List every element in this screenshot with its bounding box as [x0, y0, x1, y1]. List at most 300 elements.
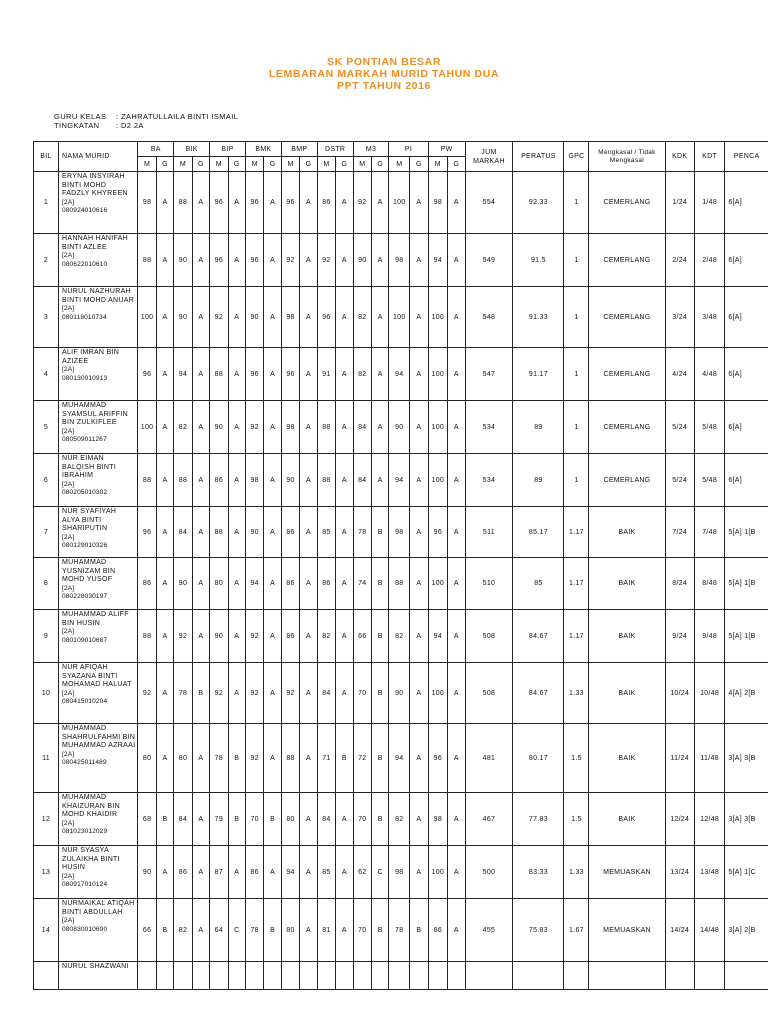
grade-cell: A [192, 899, 209, 962]
mark-cell: 70 [353, 899, 371, 962]
kdk-cell: 5/24 [665, 454, 694, 507]
status-cell: BAIK [589, 663, 665, 724]
grade-cell: A [300, 454, 317, 507]
mark-cell: 78 [174, 663, 192, 724]
penca-cell: 6[A] [725, 348, 768, 401]
grade-cell: A [156, 724, 173, 793]
mark-cell: 82 [174, 401, 192, 454]
student-id: 080118010734 [62, 313, 107, 321]
mark-cell: 90 [245, 507, 263, 558]
col-subject: PI [389, 142, 428, 157]
grade-cell: B [264, 899, 281, 962]
gpc-cell: 1.33 [564, 846, 589, 899]
col-gpc: GPC [564, 142, 589, 172]
student-name: MUHAMMAD YUSNIZAM BIN MOHD YUSOF [62, 559, 116, 584]
mark-cell: 90 [245, 287, 263, 348]
status-cell: BAIK [589, 610, 665, 663]
total-cell: 548 [465, 287, 513, 348]
grade-cell: A [192, 558, 209, 610]
total-cell: 481 [465, 724, 513, 793]
grade-cell: B [228, 724, 245, 793]
grade-cell: A [264, 507, 281, 558]
grade-cell: A [300, 663, 317, 724]
grade-cell: A [336, 846, 353, 899]
header-row-subjects [34, 142, 768, 157]
col-mark: M [174, 157, 192, 172]
grade-cell: A [336, 558, 353, 610]
sheet-title: LEMBARAN MARKAH MURID TAHUN DUA [268, 68, 500, 80]
student-name: NUR EIMAN BALQISH BINTI IBRAHIM [62, 455, 117, 480]
grade-cell: A [264, 401, 281, 454]
status-cell: CEMERLANG [589, 234, 665, 287]
col-jum: JUM MARKAH [465, 142, 513, 172]
student-class: [2A] [62, 305, 75, 313]
kdt-cell: 2/48 [694, 234, 724, 287]
mark-cell: 70 [245, 793, 263, 846]
grade-cell: A [300, 724, 317, 793]
status-cell: CEMERLANG [589, 348, 665, 401]
grade-cell: A [410, 234, 428, 287]
mark-cell: 90 [389, 401, 410, 454]
row-number: 13 [34, 846, 59, 899]
student-name: NURMAIKAL ATIQAH BINTI ABDULLAH [62, 900, 135, 916]
mark-cell: 100 [428, 558, 448, 610]
student-class: [2A] [62, 750, 75, 758]
grade-cell: A [192, 724, 209, 793]
grade-cell: A [264, 846, 281, 899]
student-cell [59, 962, 138, 990]
grade-cell: A [228, 610, 245, 663]
mark-cell: 84 [174, 793, 192, 846]
grade-cell: A [300, 507, 317, 558]
grade-cell: A [228, 172, 245, 234]
student-name: ALIF IMRAN BIN AZIZEE [62, 349, 120, 365]
status-cell: CEMERLANG [589, 454, 665, 507]
mark-cell: 90 [174, 234, 192, 287]
student-class: [2A] [62, 252, 75, 260]
grade-cell: A [156, 846, 173, 899]
total-cell: 554 [465, 172, 513, 234]
mark-cell: 70 [353, 663, 371, 724]
col-grade: G [372, 157, 389, 172]
percent-cell: 77.83 [513, 793, 564, 846]
mark-cell: 80 [138, 724, 156, 793]
mark-cell: 92 [245, 401, 263, 454]
grade-cell: B [372, 663, 389, 724]
mark-cell: 64 [210, 899, 228, 962]
grade-cell: A [264, 663, 281, 724]
student-cell [59, 558, 138, 610]
kdt-cell: 10/48 [694, 663, 724, 724]
mark-cell: 100 [428, 846, 448, 899]
student-cell [59, 172, 138, 234]
mark-cell: 96 [428, 507, 448, 558]
kdk-cell: 8/24 [665, 558, 694, 610]
grade-cell: A [192, 793, 209, 846]
mark-cell: 78 [245, 899, 263, 962]
percent-cell: 91.33 [513, 287, 564, 348]
mark-cell: 92 [210, 663, 228, 724]
grade-cell: A [192, 287, 209, 348]
grade-cell: A [228, 663, 245, 724]
col-subject: DSTR [317, 142, 353, 157]
row-number: 2 [34, 234, 59, 287]
mark-cell: 88 [317, 454, 335, 507]
table-row [34, 401, 768, 454]
mark-cell: 66 [138, 899, 156, 962]
mark-cell: 94 [389, 454, 410, 507]
grade-cell: A [300, 846, 317, 899]
student-cell [59, 610, 138, 663]
student-name: NUR SYAFIYAH ALYA BINTI SHARIPUTIN [62, 508, 117, 533]
gpc-cell [564, 962, 589, 990]
grade-cell: A [264, 454, 281, 507]
mark-cell: 90 [174, 287, 192, 348]
grade-cell: A [410, 663, 428, 724]
grade-cell: B [372, 724, 389, 793]
student-cell [59, 724, 138, 793]
grade-cell: A [228, 401, 245, 454]
table-row [34, 962, 768, 990]
grade-cell: B [228, 793, 245, 846]
gpc-cell: 1.17 [564, 507, 589, 558]
kdk-cell: 9/24 [665, 610, 694, 663]
grade-cell: A [410, 558, 428, 610]
grade-cell: A [228, 287, 245, 348]
percent-cell: 85.17 [513, 507, 564, 558]
penca-cell: 5[A] 1[B [725, 507, 768, 558]
mark-cell [389, 962, 410, 990]
grade-cell: A [448, 663, 465, 724]
grade-cell: A [156, 507, 173, 558]
mark-cell [353, 962, 371, 990]
mark-cell: 98 [389, 846, 410, 899]
grade-cell: A [300, 234, 317, 287]
kdt-cell: 7/48 [694, 507, 724, 558]
mark-cell: 98 [428, 172, 448, 234]
student-id: 080415010204 [62, 698, 108, 706]
grade-cell: A [372, 454, 389, 507]
mark-cell: 96 [428, 724, 448, 793]
student-class: [2A] [62, 533, 75, 541]
mark-cell: 100 [428, 663, 448, 724]
row-number: 9 [34, 610, 59, 663]
col-grade: G [156, 157, 173, 172]
mark-cell: 92 [138, 663, 156, 724]
teacher-label: GURU KELAS [54, 112, 107, 121]
mark-cell: 74 [353, 558, 371, 610]
mark-cell: 80 [174, 724, 192, 793]
grade-cell: B [372, 507, 389, 558]
table-row [34, 172, 768, 234]
mark-cell: 96 [138, 507, 156, 558]
grade-cell: A [192, 610, 209, 663]
status-cell: BAIK [589, 724, 665, 793]
mark-cell [174, 962, 192, 990]
mark-cell: 98 [245, 454, 263, 507]
mark-cell: 81 [317, 899, 335, 962]
row-number: 10 [34, 663, 59, 724]
table-row [34, 846, 768, 899]
marks-body [34, 172, 768, 990]
grade-cell: A [228, 507, 245, 558]
gpc-cell: 1 [564, 172, 589, 234]
grade-cell: A [448, 401, 465, 454]
gpc-cell: 1 [564, 287, 589, 348]
total-cell: 534 [465, 401, 513, 454]
col-grade: G [300, 157, 317, 172]
grade-cell [448, 962, 465, 990]
grade-cell: A [192, 348, 209, 401]
mark-cell: 100 [138, 287, 156, 348]
total-cell: 467 [465, 793, 513, 846]
table-row [34, 234, 768, 287]
mark-cell: 90 [389, 663, 410, 724]
student-id: 080228030197 [62, 593, 108, 601]
mark-cell: 100 [389, 172, 410, 234]
mark-cell: 100 [428, 401, 448, 454]
mark-cell: 96 [210, 172, 228, 234]
student-id: 080509011267 [62, 436, 107, 444]
student-cell [59, 287, 138, 348]
kdk-cell: 4/24 [665, 348, 694, 401]
kdt-cell: 9/48 [694, 610, 724, 663]
mark-cell: 84 [174, 507, 192, 558]
status-cell: BAIK [589, 793, 665, 846]
student-id: 080924010616 [62, 207, 108, 215]
grade-cell: A [228, 454, 245, 507]
mark-cell: 91 [317, 348, 335, 401]
student-class: [2A] [62, 480, 75, 488]
kdt-cell: 11/48 [694, 724, 724, 793]
mark-cell: 70 [353, 793, 371, 846]
penca-cell: 3[A] 2[B [725, 899, 768, 962]
row-number: 11 [34, 724, 59, 793]
grade-cell: A [448, 610, 465, 663]
mark-cell: 86 [281, 610, 299, 663]
grade-cell: B [372, 610, 389, 663]
row-number: 1 [34, 172, 59, 234]
grade-cell: A [228, 558, 245, 610]
table-row [34, 610, 768, 663]
grade-cell: A [156, 558, 173, 610]
grade-cell: A [372, 348, 389, 401]
grade-cell: A [264, 558, 281, 610]
grade-cell: A [410, 401, 428, 454]
mark-cell: 84 [353, 454, 371, 507]
row-number: 14 [34, 899, 59, 962]
grade-cell: A [448, 234, 465, 287]
status-cell: MEMUASKAN [589, 899, 665, 962]
student-cell [59, 846, 138, 899]
grade-cell: A [448, 454, 465, 507]
mark-cell: 82 [353, 348, 371, 401]
col-penca: PENCA [725, 142, 768, 172]
col-mark: M [389, 157, 410, 172]
grade-cell: A [156, 234, 173, 287]
penca-cell: 6[A] [725, 454, 768, 507]
mark-cell: 96 [245, 234, 263, 287]
grade-cell: A [448, 793, 465, 846]
kdt-cell: 12/48 [694, 793, 724, 846]
student-class: [2A] [62, 427, 75, 435]
mark-cell: 80 [210, 558, 228, 610]
mark-cell: 98 [389, 234, 410, 287]
grade-cell: A [336, 507, 353, 558]
mark-cell: 92 [281, 234, 299, 287]
mark-cell: 88 [174, 172, 192, 234]
gpc-cell: 1 [564, 234, 589, 287]
student-name: MUHAMMAD ALIFF BIN HUSIN [62, 611, 129, 627]
col-mark: M [428, 157, 448, 172]
exam-title: PPT TAHUN 2016 [337, 80, 431, 92]
mark-cell: 78 [389, 899, 410, 962]
grade-cell: A [410, 793, 428, 846]
percent-cell [513, 962, 564, 990]
col-mark: M [210, 157, 228, 172]
grade-cell: B [156, 899, 173, 962]
grade-cell: A [448, 507, 465, 558]
student-name: NUR SYASYA ZULAIKHA BINTI HUSIN [62, 847, 120, 872]
mark-cell: 88 [317, 401, 335, 454]
mark-cell: 84 [353, 401, 371, 454]
mark-cell: 85 [317, 846, 335, 899]
grade-cell: A [264, 610, 281, 663]
grade-cell: A [410, 172, 428, 234]
student-class: [2A] [62, 872, 75, 880]
grade-cell: A [410, 846, 428, 899]
mark-cell: 94 [428, 234, 448, 287]
student-class: [2A] [62, 584, 75, 592]
col-subject: M3 [353, 142, 389, 157]
grade-cell: A [300, 401, 317, 454]
row-number: 5 [34, 401, 59, 454]
mark-cell: 96 [245, 172, 263, 234]
grade-cell: A [264, 287, 281, 348]
student-id: 080917010124 [62, 881, 108, 889]
col-mark: M [281, 157, 299, 172]
gpc-cell: 1 [564, 348, 589, 401]
percent-cell: 80.17 [513, 724, 564, 793]
grade-cell: A [448, 846, 465, 899]
student-cell [59, 401, 138, 454]
mark-cell: 78 [353, 507, 371, 558]
student-cell [59, 899, 138, 962]
total-cell: 547 [465, 348, 513, 401]
grade-cell: A [372, 287, 389, 348]
row-number: 8 [34, 558, 59, 610]
mark-cell: 86 [245, 846, 263, 899]
student-name: MUHAMMAD SHAHRULFAHMI BIN MUHAMMAD AZRAAI [62, 725, 136, 750]
table-row [34, 558, 768, 610]
mark-cell: 86 [428, 899, 448, 962]
grade-cell: A [192, 507, 209, 558]
grade-cell: C [228, 899, 245, 962]
kdt-cell [694, 962, 724, 990]
grade-cell: A [300, 348, 317, 401]
mark-cell: 82 [174, 899, 192, 962]
grade-cell [336, 962, 353, 990]
school-title: SK PONTIAN BESAR [326, 56, 442, 68]
mark-cell: 98 [428, 793, 448, 846]
mark-cell: 96 [317, 287, 335, 348]
grade-cell: A [336, 899, 353, 962]
student-id: 080129010326 [62, 542, 108, 550]
gpc-cell: 1.17 [564, 558, 589, 610]
grade-cell: A [448, 348, 465, 401]
grade-cell [228, 962, 245, 990]
mark-cell: 84 [317, 663, 335, 724]
mark-cell: 92 [210, 287, 228, 348]
student-name: NUR AFIQAH SYAZANA BINTI MOHAMAD HALUAT [62, 664, 132, 689]
grade-cell: A [336, 610, 353, 663]
table-row [34, 287, 768, 348]
grade-cell: A [448, 558, 465, 610]
mark-cell: 100 [428, 454, 448, 507]
mark-cell: 85 [317, 507, 335, 558]
kdk-cell: 3/24 [665, 287, 694, 348]
col-subject: PW [428, 142, 465, 157]
col-grade: G [336, 157, 353, 172]
mark-cell: 100 [138, 401, 156, 454]
grade-cell: A [448, 172, 465, 234]
grade-cell: A [336, 401, 353, 454]
grade-cell: B [192, 663, 209, 724]
student-name: MUHAMMAD KHAIZURAN BIN MOHD KHAIDIR [62, 794, 120, 819]
level-info [54, 121, 144, 130]
col-mark: M [245, 157, 263, 172]
col-mark: M [138, 157, 156, 172]
mark-cell: 82 [317, 610, 335, 663]
grade-cell: A [410, 454, 428, 507]
mark-cell [281, 962, 299, 990]
kdk-cell: 14/24 [665, 899, 694, 962]
mark-cell: 88 [281, 724, 299, 793]
marks-table [33, 141, 768, 990]
total-cell [465, 962, 513, 990]
total-cell: 508 [465, 663, 513, 724]
grade-cell [410, 962, 428, 990]
mark-cell: 90 [174, 558, 192, 610]
grade-cell: B [372, 899, 389, 962]
col-subject: BIP [210, 142, 246, 157]
grade-cell: A [300, 558, 317, 610]
grade-cell: A [156, 663, 173, 724]
penca-cell [725, 962, 768, 990]
grade-cell [192, 962, 209, 990]
table-row [34, 454, 768, 507]
grade-cell: A [336, 348, 353, 401]
grade-cell: A [410, 287, 428, 348]
grade-cell: A [228, 846, 245, 899]
grade-cell: B [336, 724, 353, 793]
table-row [34, 348, 768, 401]
mark-cell: 66 [353, 610, 371, 663]
kdk-cell: 13/24 [665, 846, 694, 899]
mark-cell: 96 [281, 348, 299, 401]
grade-cell: A [410, 610, 428, 663]
penca-cell: 5[A] 1[C [725, 846, 768, 899]
mark-cell: 86 [281, 507, 299, 558]
mark-cell: 79 [210, 793, 228, 846]
mark-cell: 100 [428, 287, 448, 348]
penca-cell: 5[A] 1[B [725, 610, 768, 663]
student-name: ERYNA INSYIRAH BINTI MOHD FADZLY KHYREEN [62, 173, 128, 198]
percent-cell: 84.67 [513, 610, 564, 663]
grade-cell: A [264, 172, 281, 234]
grade-cell: A [410, 724, 428, 793]
grade-cell: A [228, 234, 245, 287]
